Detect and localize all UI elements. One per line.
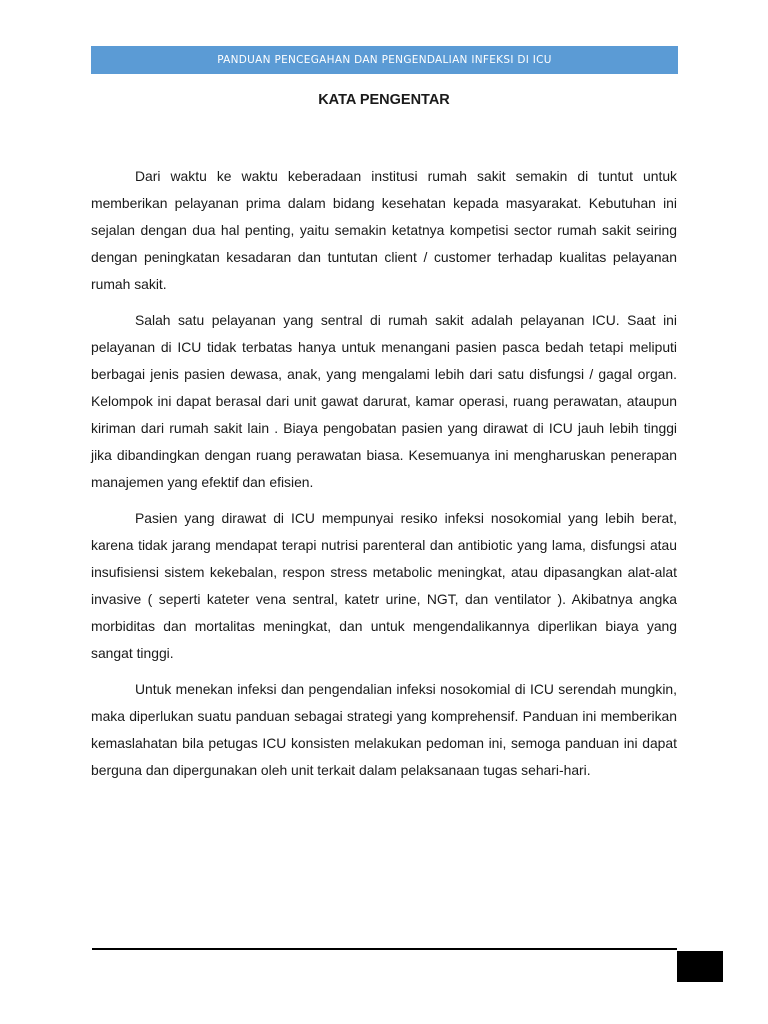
document-header-bar bbox=[91, 46, 678, 74]
paragraph: Untuk menekan infeksi dan pengendalian infeksi nosokomial di ICU serendah mungkin, maka diperlukan suatu panduan sebagai strategi yang komprehensif. Panduan ini memberikan kemaslahatan bila petugas ICU konsisten melakukan pedoman ini, semoga panduan ini dapat berguna dan dipergunakan oleh unit terkait dalam pelaksanaan tugas sehari-hari. bbox=[91, 681, 677, 778]
paragraph: Dari waktu ke waktu keberadaan institusi rumah sakit semakin di tuntut untuk memberikan pelayanan prima dalam bidang kesehatan kepada masyarakat. Kebutuhan ini sejalan dengan dua hal penting, yaitu semakin ketatnya kompetisi sector rumah sakit seiring dengan peningkatan kesadaran dan tuntutan client / customer terhadap kualitas pelayanan rumah sakit. bbox=[91, 168, 677, 292]
page-number-box bbox=[677, 951, 723, 982]
paragraph: Salah satu pelayanan yang sentral di rumah sakit adalah pelayanan ICU. Saat ini pelayanan di ICU tidak terbatas hanya untuk menangani pasien pasca bedah tetapi meliputi berbagai jenis pasien dewasa, anak, yang mengalami lebih dari satu disfungsi / gagal organ. Kelompok ini dapat berasal dari unit gawat darurat, kamar operasi, ruang perawatan, ataupun kiriman dari rumah sakit lain . Biaya pengobatan pasien yang dirawat di ICU jauh lebih tinggi jika dibandingkan dengan ruang perawatan biasa. Kesemuanya ini mengharuskan penerapan manajemen yang efektif dan efisien. bbox=[91, 312, 677, 490]
paragraph: Pasien yang dirawat di ICU mempunyai resiko infeksi nosokomial yang lebih berat, karena tidak jarang mendapat terapi nutrisi parenteral dan antibiotic yang lama, disfungsi atau insufisiensi sistem kekebalan, respon stress metabolic meningkat, atau dipasangkan alat-alat invasive ( seperti kateter vena sentral, katetr urine, NGT, dan ventilator ). Akibatnya angka morbiditas dan mortalitas meningkat, dan untuk mengendalikannya diperlikan biaya yang sangat tinggi. bbox=[91, 510, 677, 661]
document-body bbox=[91, 163, 677, 793]
footer-divider bbox=[92, 948, 677, 950]
page-title: KATA PENGENTAR bbox=[318, 92, 450, 108]
document-header-title: PANDUAN PENCEGAHAN DAN PENGENDALIAN INFEKSI DI ICU bbox=[217, 54, 552, 66]
